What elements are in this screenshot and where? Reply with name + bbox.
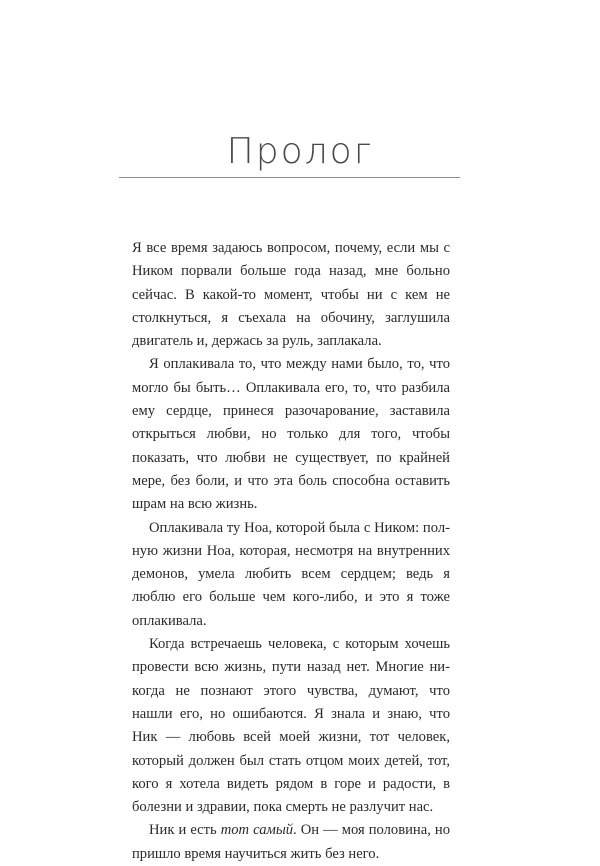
body-text — [132, 237, 450, 866]
paragraph: Оплакивала ту Ноа, которой была с Ником: полную жизни Ноа, которая, несмотря на внутренних демонов, умела любить всем сердцем; ведь я люблю его больше чем кого-либо, и это я тоже оплакивала. — [132, 519, 450, 629]
paragraph — [132, 819, 450, 866]
paragraph: Когда встречаешь человека, с которым хочешь провести всю жизнь, пути назад нет. Многие никогда не познают этого чувства, думают, что нашли его, но ошибаются. Я знала и знаю, что Ник — любовь всей моей жизни, тот человек, который должен был стать отцом моих детей, тот, кого я хотела видеть рядом в горе и радости, в болезни и здравии, пока смерть не разлучит нас. — [132, 636, 450, 816]
paragraph-text: . Он — моя половина, но пришло время научиться жить без него. — [132, 822, 451, 862]
paragraph: Я все время задаюсь вопросом, почему, если мы с Ником порвали больше года назад, мне больно сейчас. В какой-то момент, чтобы ни с кем не столкнуться, я съехала на обочину, заглушила двигатель и, держась за руль, заплакала. — [132, 240, 450, 350]
emphasis-text: тот самый — [220, 822, 294, 839]
chapter-title: Пролог — [226, 131, 374, 172]
title-divider — [119, 177, 460, 178]
paragraph-text: Ник и есть — [149, 822, 221, 839]
paragraph: Я оплакивала то, что между нами было, то, что могло бы быть… Оплакивала его, то, что разбила ему сердце, принеся разочарование, заставила открыться любви, но только для того, чтобы показать, что любви не существует, по крайней мере, без боли, и что эта боль способна оставить шрам на всю жизнь. — [132, 356, 450, 513]
